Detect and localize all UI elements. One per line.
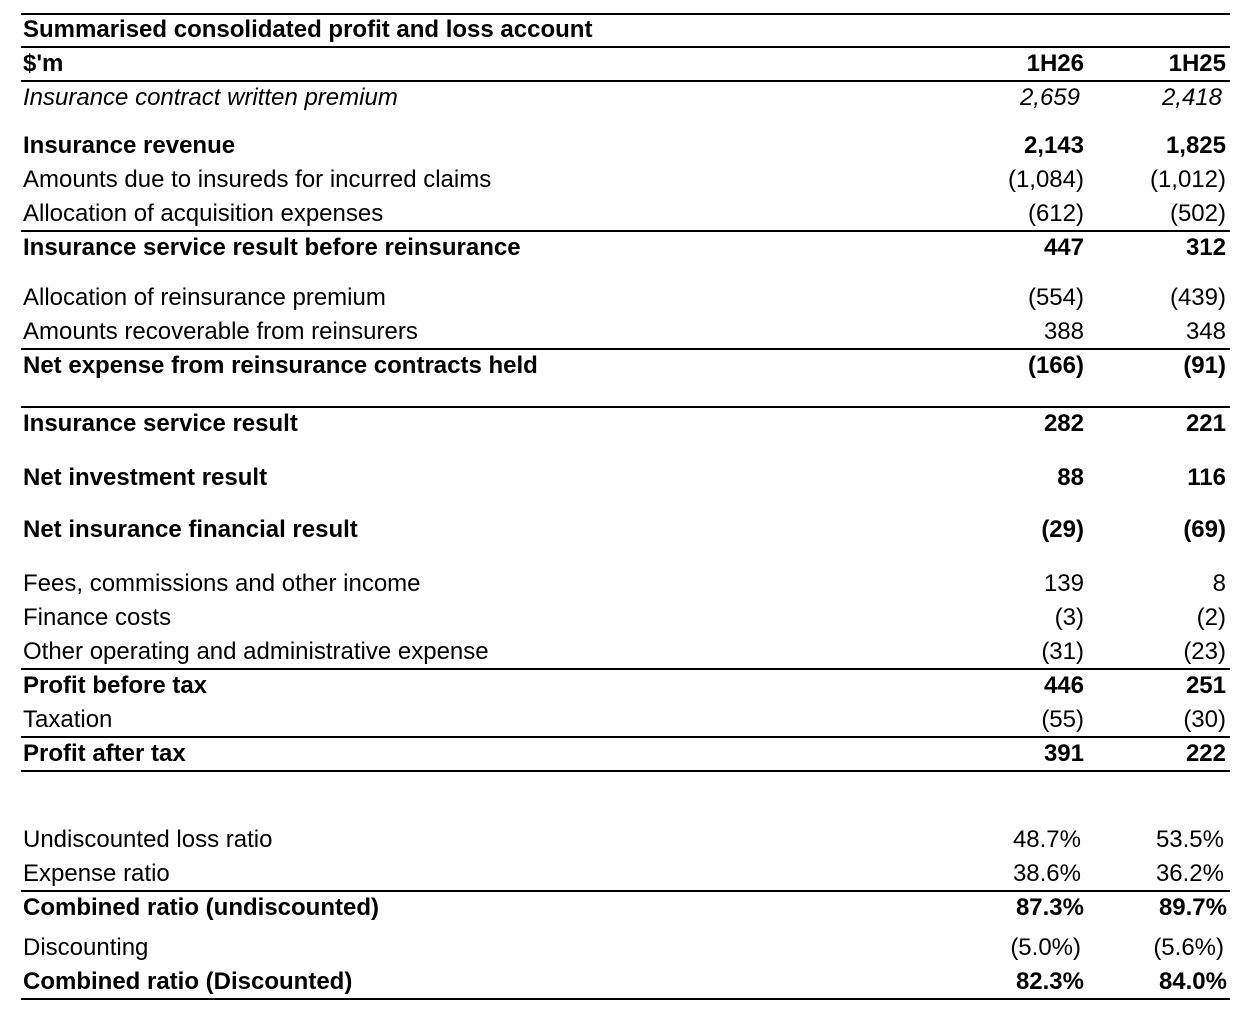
row-label: Insurance service result bbox=[23, 410, 298, 437]
ratio-value-1h25: 53.5% bbox=[1155, 826, 1224, 853]
row-value-1h25: (502) bbox=[1169, 200, 1226, 227]
row-label: Profit after tax bbox=[23, 740, 186, 767]
row-value-1h26: 139 bbox=[1043, 570, 1084, 597]
header-rule bbox=[21, 80, 1230, 82]
ratio-value-1h25: 84.0% bbox=[1158, 968, 1227, 995]
row-label: Taxation bbox=[23, 706, 113, 733]
row-label: Net expense from reinsurance contracts held bbox=[23, 352, 538, 379]
subtotal-rule bbox=[21, 406, 1230, 408]
row-value-1h25: 251 bbox=[1185, 672, 1226, 699]
ratio-value-1h25: 89.7% bbox=[1158, 894, 1227, 921]
ratio-rule bbox=[21, 890, 1230, 892]
ratio-label: Combined ratio (Discounted) bbox=[23, 968, 353, 995]
row-value-1h25: 348 bbox=[1185, 318, 1226, 345]
row-value-1h25: 221 bbox=[1185, 410, 1226, 437]
row-value-1h26: (612) bbox=[1027, 200, 1084, 227]
row-label: Allocation of reinsurance premium bbox=[23, 284, 386, 311]
row-value-1h26: 2,659 bbox=[1019, 84, 1080, 111]
column-header-1h26: 1H26 bbox=[1026, 50, 1084, 77]
subtotal-rule bbox=[21, 348, 1230, 350]
row-label: Insurance service result before reinsurance bbox=[23, 234, 521, 261]
table-bottom-rule bbox=[21, 998, 1230, 1000]
subtotal-rule bbox=[21, 736, 1230, 738]
ratio-label: Discounting bbox=[23, 934, 149, 961]
row-label: Other operating and administrative expense bbox=[23, 638, 489, 665]
ratio-value-1h25: (5.6%) bbox=[1153, 934, 1224, 961]
row-label: Amounts recoverable from reinsurers bbox=[23, 318, 418, 345]
row-value-1h25: (439) bbox=[1169, 284, 1226, 311]
row-value-1h26: (31) bbox=[1041, 638, 1084, 665]
row-value-1h26: (554) bbox=[1027, 284, 1084, 311]
row-label: Profit before tax bbox=[23, 672, 208, 699]
unit-label: $'m bbox=[23, 50, 64, 77]
row-value-1h25: 1,825 bbox=[1165, 132, 1226, 159]
row-label: Insurance revenue bbox=[23, 132, 236, 159]
row-value-1h26: 88 bbox=[1057, 464, 1084, 491]
row-value-1h25: 312 bbox=[1185, 234, 1226, 261]
row-value-1h25: 8 bbox=[1212, 570, 1226, 597]
row-label: Allocation of acquisition expenses bbox=[23, 200, 384, 227]
row-label: Finance costs bbox=[23, 604, 172, 631]
table-title: Summarised consolidated profit and loss account bbox=[23, 16, 593, 43]
row-value-1h26: (3) bbox=[1054, 604, 1084, 631]
ratio-value-1h26: 38.6% bbox=[1012, 860, 1081, 887]
ratio-value-1h26: (5.0%) bbox=[1010, 934, 1081, 961]
row-value-1h25: 2,418 bbox=[1161, 84, 1222, 111]
row-value-1h26: (29) bbox=[1041, 516, 1084, 543]
row-value-1h26: 446 bbox=[1043, 672, 1084, 699]
ratio-value-1h26: 48.7% bbox=[1012, 826, 1081, 853]
row-value-1h25: (69) bbox=[1183, 516, 1226, 543]
title-rule bbox=[21, 46, 1230, 48]
row-value-1h26: (1,084) bbox=[1007, 166, 1084, 193]
ratio-value-1h26: 82.3% bbox=[1015, 968, 1084, 995]
row-value-1h26: 447 bbox=[1043, 234, 1084, 261]
ratio-label: Undiscounted loss ratio bbox=[23, 826, 273, 853]
ratio-value-1h26: 87.3% bbox=[1015, 894, 1084, 921]
row-value-1h26: (55) bbox=[1041, 706, 1084, 733]
row-value-1h25: (1,012) bbox=[1149, 166, 1226, 193]
subtotal-rule bbox=[21, 668, 1230, 670]
total-rule bbox=[21, 770, 1230, 772]
column-header-1h25: 1H25 bbox=[1168, 50, 1226, 77]
row-value-1h26: 388 bbox=[1043, 318, 1084, 345]
ratio-label: Combined ratio (undiscounted) bbox=[23, 894, 379, 921]
row-label: Net investment result bbox=[23, 464, 268, 491]
row-value-1h26: 2,143 bbox=[1023, 132, 1084, 159]
row-value-1h25: (23) bbox=[1183, 638, 1226, 665]
ratio-value-1h25: 36.2% bbox=[1155, 860, 1224, 887]
row-value-1h25: (91) bbox=[1183, 352, 1226, 379]
row-label: Net insurance financial result bbox=[23, 516, 358, 543]
subtotal-rule bbox=[21, 230, 1230, 232]
row-value-1h25: 222 bbox=[1185, 740, 1226, 767]
row-value-1h26: 282 bbox=[1043, 410, 1084, 437]
row-value-1h25: (30) bbox=[1183, 706, 1226, 733]
row-value-1h25: 116 bbox=[1187, 464, 1226, 491]
ratio-label: Expense ratio bbox=[23, 860, 170, 887]
row-value-1h25: (2) bbox=[1196, 604, 1226, 631]
row-label: Insurance contract written premium bbox=[23, 84, 398, 111]
row-label: Fees, commissions and other income bbox=[23, 570, 421, 597]
row-label: Amounts due to insureds for incurred claims bbox=[23, 166, 492, 193]
row-value-1h26: 391 bbox=[1043, 740, 1084, 767]
row-value-1h26: (166) bbox=[1027, 352, 1084, 379]
